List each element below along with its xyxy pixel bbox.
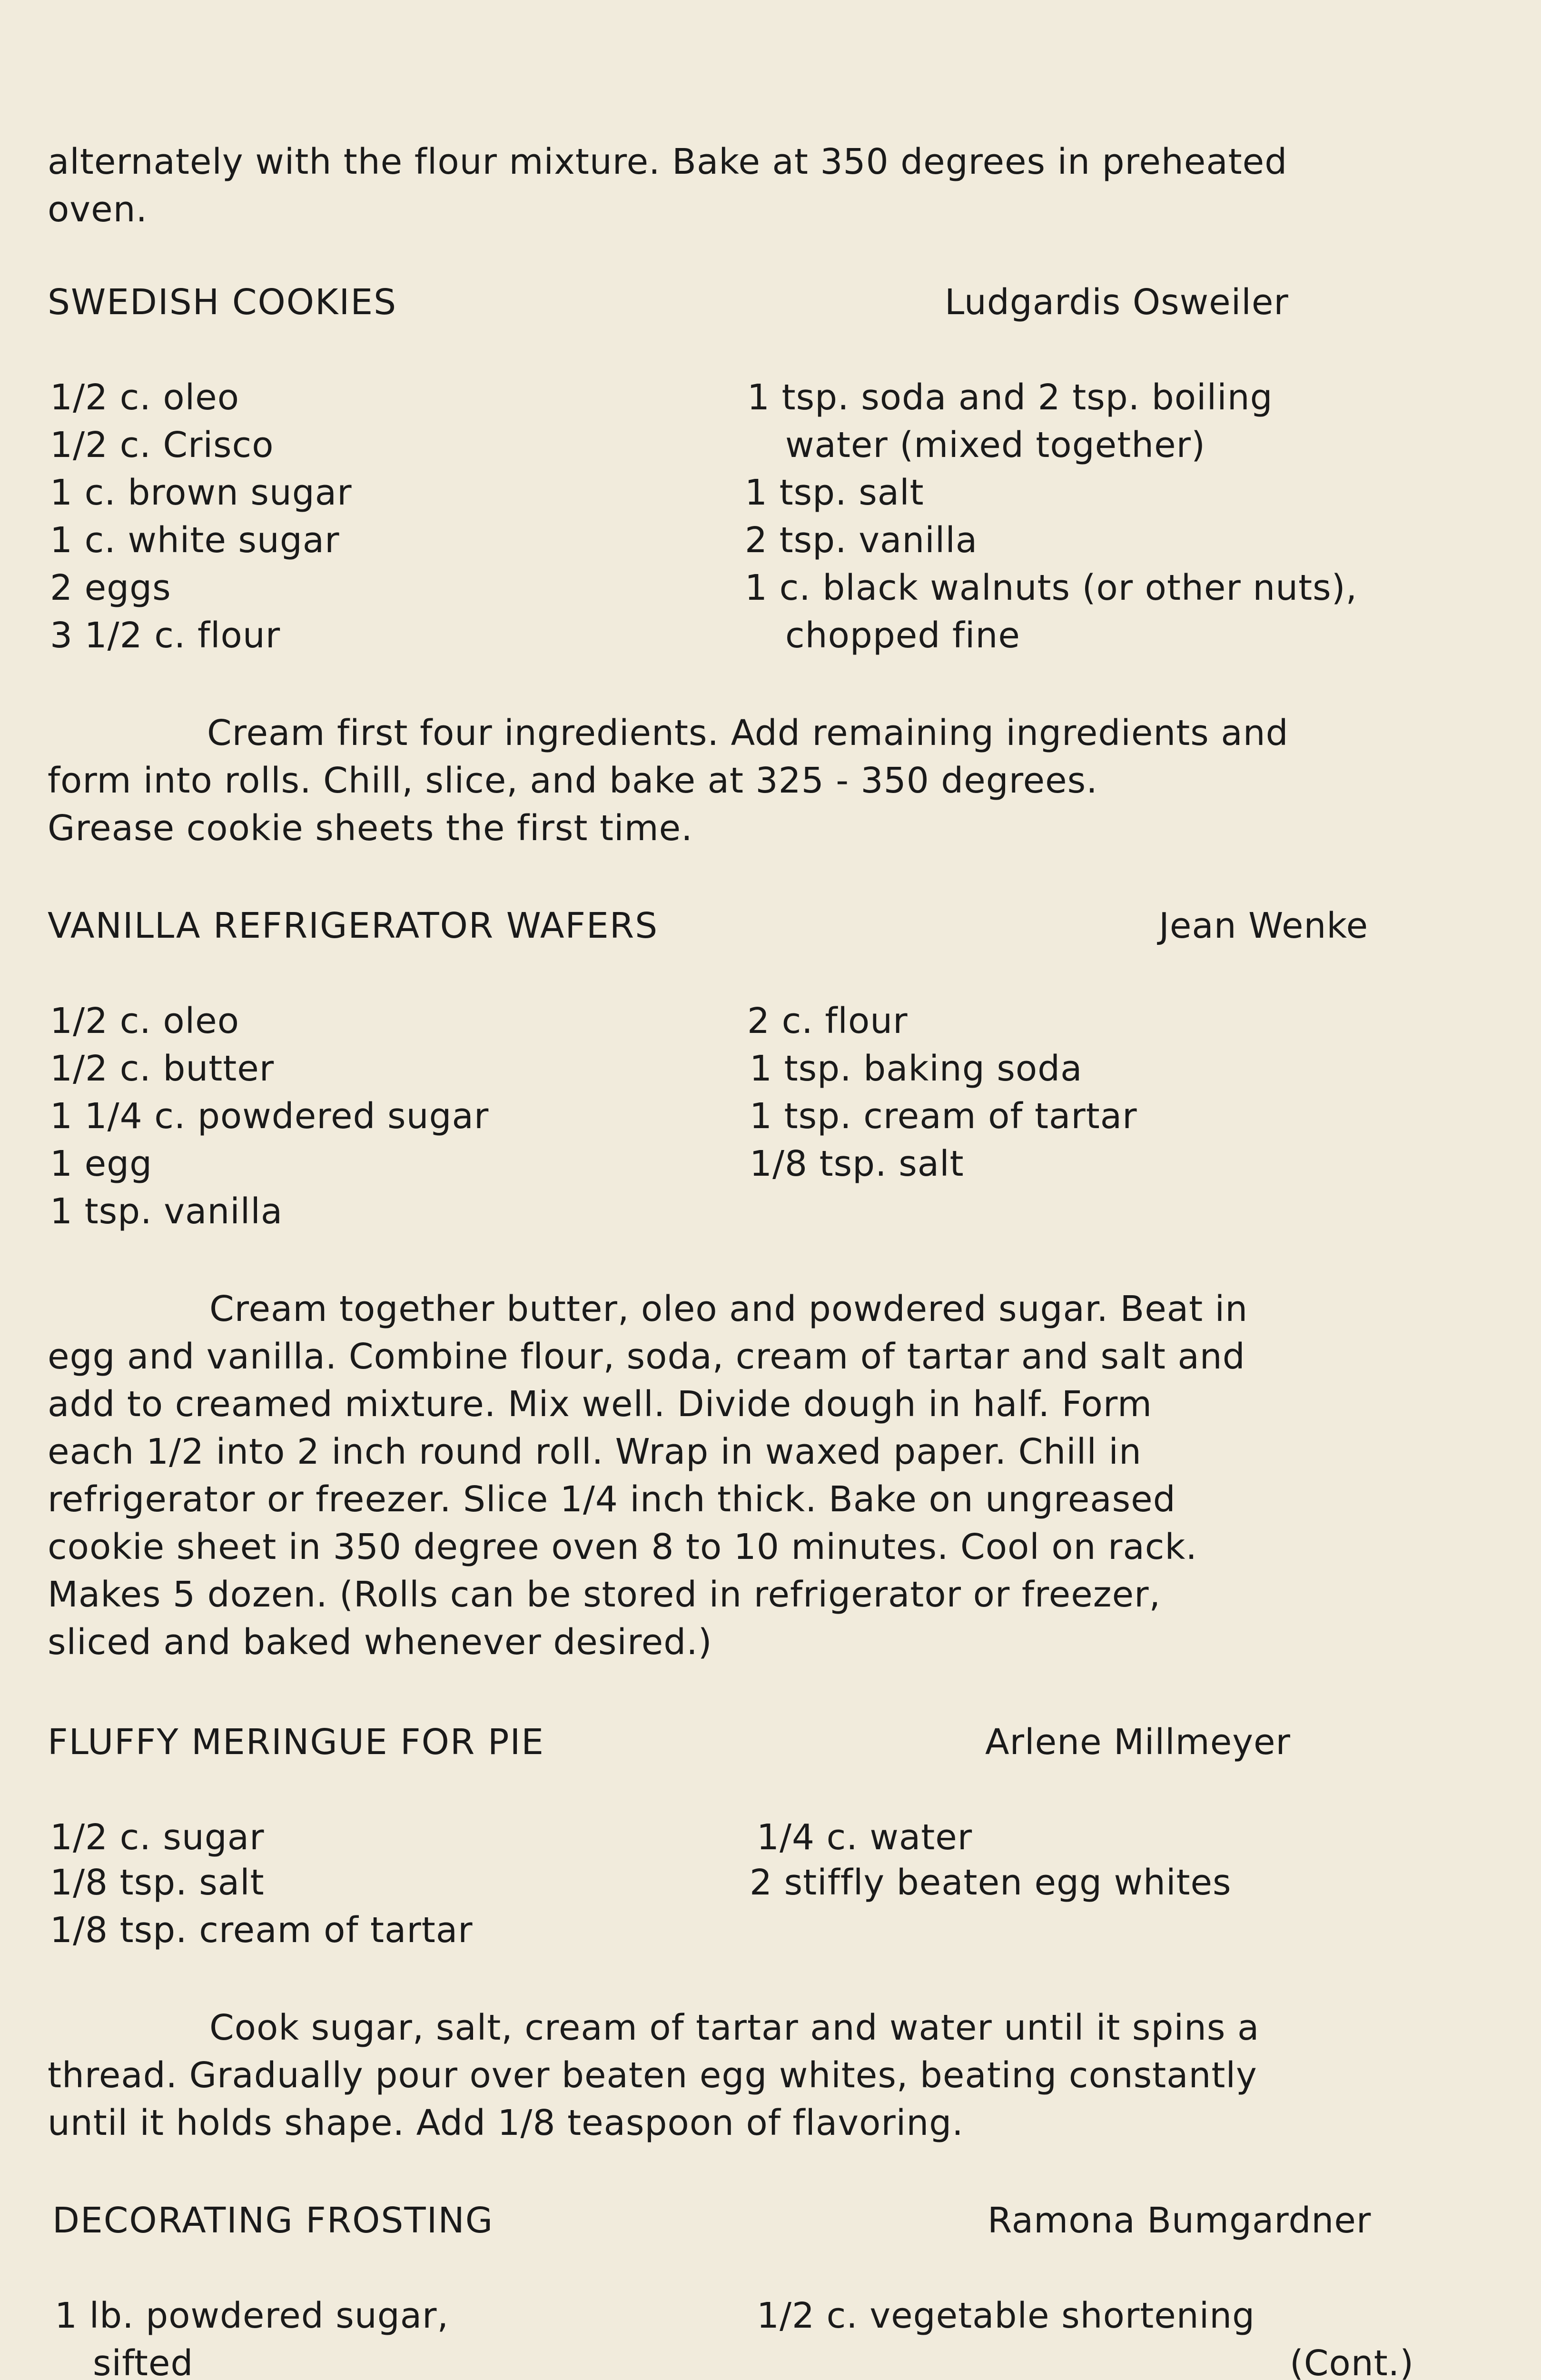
- intro-line: alternately with the flour mixture. Bake at 350 degrees in preheated: [48, 141, 1288, 182]
- recipe-title: DECORATING FROSTING: [52, 2200, 494, 2241]
- directions-line: until it holds shape. Add 1/8 teaspoon of flavoring.: [48, 2102, 964, 2143]
- ingredient: 1 tsp. salt: [745, 472, 924, 513]
- directions-line: Cream together butter, oleo and powdered sugar. Beat in: [209, 1289, 1248, 1329]
- ingredient: 1/2 c. oleo: [50, 377, 239, 418]
- recipe-author: Jean Wenke: [1159, 905, 1369, 946]
- ingredient: 2 c. flour: [747, 1001, 908, 1041]
- ingredient: 1 tsp. soda and 2 tsp. boiling: [747, 377, 1273, 418]
- ingredient: 2 tsp. vanilla: [745, 520, 978, 561]
- ingredient: water (mixed together): [785, 425, 1205, 466]
- directions-line: refrigerator or freezer. Slice 1/4 inch thick. Bake on ungreased: [48, 1479, 1176, 1520]
- ingredient: 1/8 tsp. salt: [750, 1143, 964, 1184]
- ingredient: 1/2 c. oleo: [50, 1001, 239, 1041]
- ingredient: sifted: [93, 2343, 194, 2380]
- directions-line: thread. Gradually pour over beaten egg whites, beating constantly: [48, 2055, 1257, 2096]
- recipe-title: VANILLA REFRIGERATOR WAFERS: [48, 905, 659, 946]
- ingredient: 2 stiffly beaten egg whites: [750, 1862, 1232, 1903]
- ingredient: 1 tsp. baking soda: [750, 1048, 1083, 1089]
- ingredient: chopped fine: [785, 615, 1020, 656]
- directions-line: each 1/2 into 2 inch round roll. Wrap in waxed paper. Chill in: [48, 1431, 1142, 1472]
- ingredient: 1/2 c. Crisco: [50, 425, 274, 466]
- intro-line: oven.: [48, 189, 148, 230]
- recipe-title: FLUFFY MERINGUE FOR PIE: [48, 1722, 545, 1763]
- directions-line: egg and vanilla. Combine flour, soda, cream of tartar and salt and: [48, 1336, 1245, 1377]
- directions-line: Cream first four ingredients. Add remaining ingredients and: [207, 713, 1289, 754]
- ingredient: 1/2 c. sugar: [50, 1817, 265, 1858]
- directions-line: form into rolls. Chill, slice, and bake at 325 - 350 degrees.: [48, 760, 1098, 801]
- ingredient: 1/2 c. vegetable shortening: [757, 2295, 1255, 2336]
- recipe-author: Arlene Millmeyer: [985, 1722, 1291, 1763]
- directions-line: add to creamed mixture. Mix well. Divide dough in half. Form: [48, 1384, 1153, 1425]
- ingredient: 1/8 tsp. cream of tartar: [50, 1910, 473, 1951]
- ingredient: 1 1/4 c. powdered sugar: [50, 1096, 489, 1137]
- directions-line: cookie sheet in 350 degree oven 8 to 10 minutes. Cool on rack.: [48, 1527, 1197, 1567]
- ingredient: 1 tsp. vanilla: [50, 1191, 283, 1232]
- ingredient: 1 c. black walnuts (or other nuts),: [745, 567, 1358, 608]
- directions-line: Cook sugar, salt, cream of tartar and water until it spins a: [209, 2007, 1260, 2048]
- ingredient: 1/4 c. water: [757, 1817, 973, 1858]
- ingredient: 1/8 tsp. salt: [50, 1862, 265, 1903]
- recipe-author: Ludgardis Osweiler: [945, 282, 1289, 323]
- directions-line: sliced and baked whenever desired.): [48, 1622, 712, 1663]
- ingredient: 3 1/2 c. flour: [50, 615, 281, 656]
- directions-line: Makes 5 dozen. (Rolls can be stored in refrigerator or freezer,: [48, 1574, 1161, 1615]
- ingredient: 1 egg: [50, 1143, 153, 1184]
- ingredient: 1 lb. powdered sugar,: [55, 2295, 449, 2336]
- continued-marker: (Cont.): [1290, 2343, 1414, 2380]
- ingredient: 1 c. white sugar: [50, 520, 340, 561]
- ingredient: 1 c. brown sugar: [50, 472, 352, 513]
- ingredient: 2 eggs: [50, 567, 171, 608]
- recipe-title: SWEDISH COOKIES: [48, 282, 397, 323]
- ingredient: 1/2 c. butter: [50, 1048, 275, 1089]
- ingredient: 1 tsp. cream of tartar: [750, 1096, 1137, 1137]
- directions-line: Grease cookie sheets the first time.: [48, 808, 693, 849]
- recipe-author: Ramona Bumgardner: [988, 2200, 1372, 2241]
